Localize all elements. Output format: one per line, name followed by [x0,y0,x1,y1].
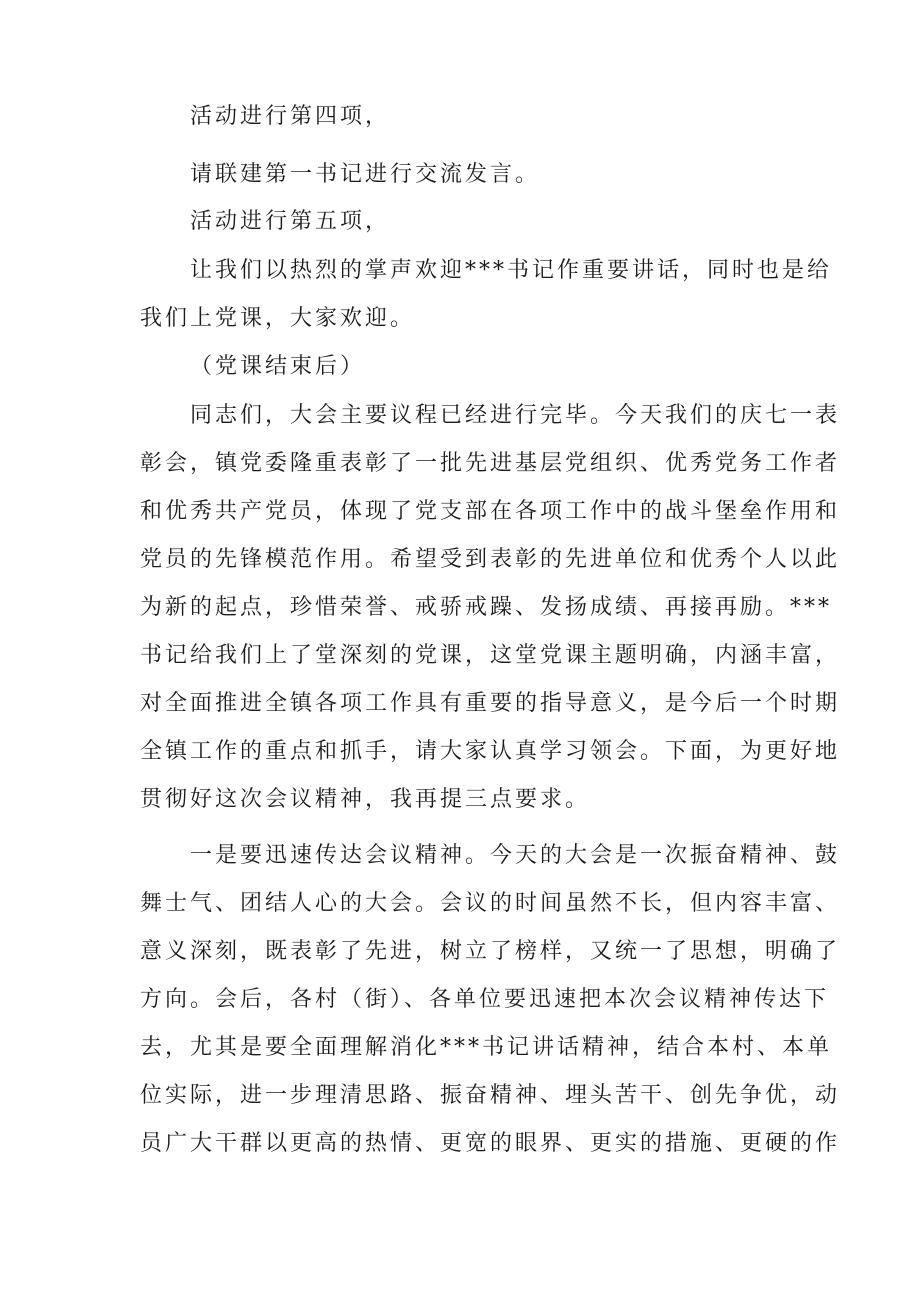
text-line: 彰会，镇党委隆重表彰了一批先进基层党组织、优秀党务工作者 [140,451,841,476]
text-line: 我们上党课，大家欢迎。 [140,306,416,331]
text-line: 让我们以热烈的掌声欢迎***书记作重要讲话，同时也是给 [190,258,833,283]
text-line: 方向。会后，各村（街）、各单位要迅速把本次会议精神传达下 [140,987,830,1012]
text-line: 对全面推进全镇各项工作具有重要的指导意义，是今后一个时期 [140,691,841,716]
text-line: 贯彻好这次会议精神，我再提三点要求。 [140,787,591,812]
text-line: 和优秀共产党员，体现了党支部在各项工作中的战斗堡垒作用和 [140,499,841,524]
text-line: 一是要迅速传达会议精神。今天的大会是一次振奋精神、鼓 [190,843,841,868]
text-line: 位实际，进一步理清思路、振奋精神、埋头苦干、创先争优，动 [140,1083,841,1108]
text-line: 为新的起点，珍惜荣誉、戒骄戒躁、发扬成绩、再接再励。*** [140,595,833,620]
text-line: 活动进行第五项， [190,209,391,234]
text-line: （党课结束后） [190,354,366,379]
text-line: 请联建第一书记进行交流发言。 [190,162,541,187]
text-line: 员广大干群以更高的热情、更宽的眼界、更实的措施、更硬的作 [140,1131,841,1156]
text-line: 同志们，大会主要议程已经进行完毕。今天我们的庆七一表 [190,403,841,428]
text-line: 全镇工作的重点和抓手，请大家认真学习领会。下面，为更好地 [140,739,841,764]
text-line: 党员的先锋模范作用。希望受到表彰的先进单位和优秀个人以此 [140,547,841,572]
text-line: 去，尤其是要全面理解消化***书记讲话精神，结合本村、本单 [140,1035,833,1060]
text-line: 书记给我们上了堂深刻的党课，这堂党课主题明确，内涵丰富， [140,643,841,668]
text-line: 意义深刻，既表彰了先进，树立了榜样，又统一了思想，明确了 [140,939,841,964]
text-line: 活动进行第四项， [190,104,391,129]
text-line: 舞士气、团结人心的大会。会议的时间虽然不长，但内容丰富、 [140,891,841,916]
